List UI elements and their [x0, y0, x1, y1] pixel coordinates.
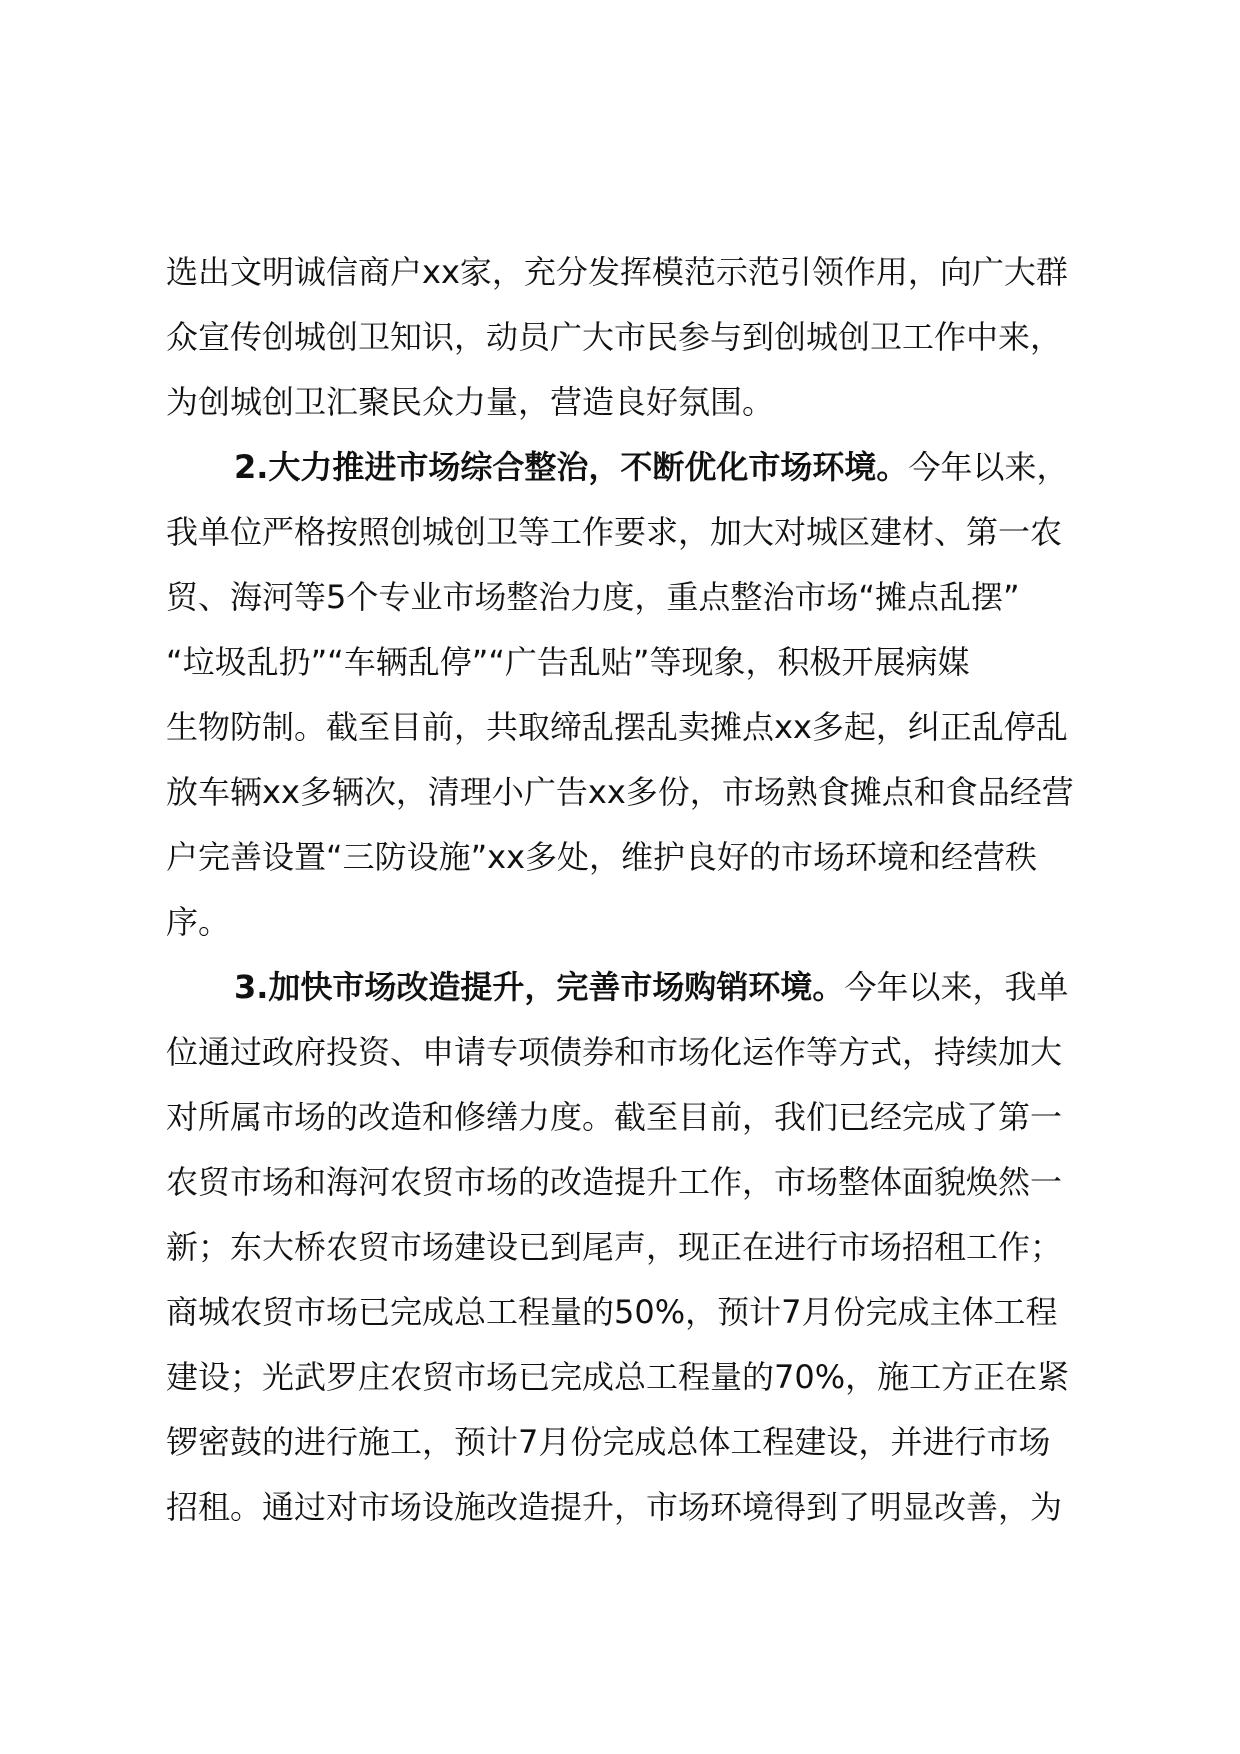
text-line: 新；东大桥农贸市场建设已到尾声，现正在进行市场招租工作； [166, 1228, 1063, 1266]
text-line: 序。 [166, 903, 231, 941]
paragraph-first-line [166, 435, 1106, 500]
text-line: 选出文明诚信商户xx家，充分发挥模范示范引领作用，向广大群 [166, 253, 1068, 291]
paragraph-3 [166, 955, 1106, 1540]
text-line: 我单位严格按照创城创卫等工作要求，加大对城区建材、第一农 [166, 513, 1063, 551]
text-line: 农贸市场和海河农贸市场的改造提升工作，市场整体面貌焕然一 [166, 1163, 1063, 1201]
document-body [166, 240, 1106, 1540]
paragraph-1 [166, 240, 1106, 435]
text-line: 贸、海河等5个专业市场整治力度，重点整治市场“摊点乱摆” [166, 578, 1020, 616]
paragraph-first-line [166, 955, 1106, 1020]
text-line: 位通过政府投资、申请专项债券和市场化运作等方式，持续加大 [166, 1033, 1063, 1071]
text-line: “垃圾乱扔”“车辆乱停”“广告乱贴”等现象，积极开展病媒 [166, 643, 970, 681]
text-run: 今年以来，我单 [844, 968, 1069, 1006]
text-run: 今年以来， [908, 448, 1069, 486]
text-line: 商城农贸市场已完成总工程量的50%，预计7月份完成主体工程 [166, 1293, 1058, 1331]
text-line: 户完善设置“三防设施”xx多处，维护良好的市场环境和经营秩 [166, 838, 1038, 876]
text-line: 对所属市场的改造和修缮力度。截至目前，我们已经完成了第一 [166, 1098, 1063, 1136]
text-line: 众宣传创城创卫知识，动员广大市民参与到创城创卫工作中来， [166, 318, 1063, 356]
paragraph-heading: 2.大力推进市场综合整治，不断优化市场环境。 [234, 448, 909, 486]
text-line: 锣密鼓的进行施工，预计7月份完成总体工程建设，并进行市场 [166, 1423, 1051, 1461]
text-line: 放车辆xx多辆次，清理小广告xx多份，市场熟食摊点和食品经营 [166, 773, 1074, 811]
paragraph-2 [166, 435, 1106, 955]
text-line: 生物防制。截至目前，共取缔乱摆乱卖摊点xx多起，纠正乱停乱 [166, 708, 1068, 746]
text-line: 为创城创卫汇聚民众力量，营造良好氛围。 [166, 383, 775, 421]
paragraph-heading: 3.加快市场改造提升，完善市场购销环境。 [234, 968, 845, 1006]
text-line: 建设；光武罗庄农贸市场已完成总工程量的70%，施工方正在紧 [166, 1358, 1070, 1396]
text-line: 招租。通过对市场设施改造提升，市场环境得到了明显改善，为 [166, 1488, 1063, 1526]
